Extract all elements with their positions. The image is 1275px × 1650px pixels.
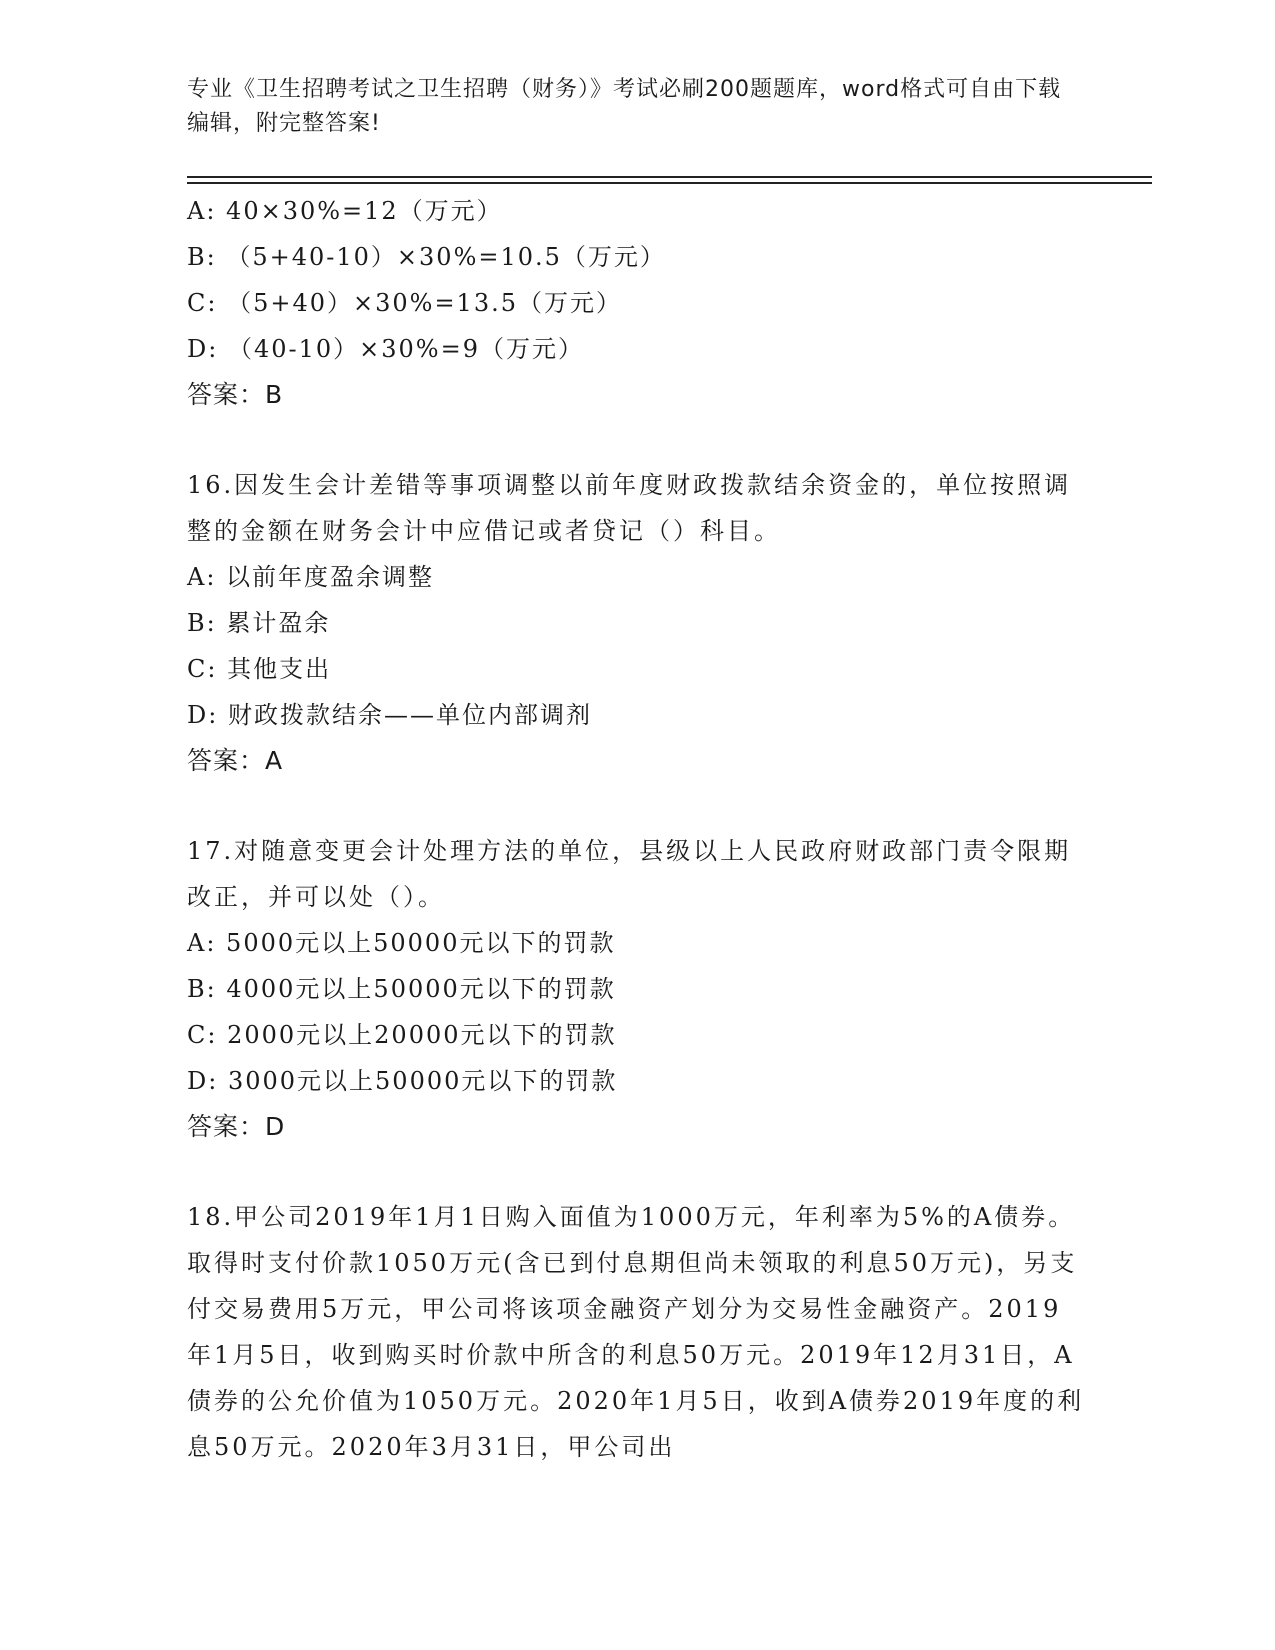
spacer: [187, 418, 1087, 462]
option-c: C: 其他支出: [187, 655, 332, 683]
answer-label: 答案：A: [187, 746, 284, 775]
option-b: B: 累计盈余: [187, 609, 331, 637]
option-d: D: 财政拨款结余——单位内部调剂: [187, 701, 592, 729]
option-c: C: 2000元以上20000元以下的罚款: [187, 1021, 617, 1049]
header-divider-top: [187, 176, 1152, 178]
option-a: A: 5000元以上50000元以下的罚款: [187, 929, 616, 957]
option-a: A: 以前年度盈余调整: [187, 563, 435, 591]
question-stem: 18.甲公司2019年1月1日购入面值为1000万元，年利率为5%的A债券。取得时支付价款1050万元(含已到付息期但尚未领取的利息50万元)，另支付交易费用5万元，甲公司将该项金融资产划分为交易性金融资产。2019年1月5日，收到购买时价款中所含的利息50万元。2019年12月31日，A债券的公允价值为1050万元。2020年1月5日，收到A债券2019年度的利息50万元。2020年3月31日，甲公司出: [187, 1203, 1085, 1461]
option-b: B: （5+40-10）×30%=10.5（万元）: [187, 243, 666, 271]
document-header: 专业《卫生招聘考试之卫生招聘（财务）》考试必刷200题题库，word格式可自由下载编辑，附完整答案!: [187, 77, 1062, 136]
option-d: D: 3000元以上50000元以下的罚款: [187, 1067, 618, 1095]
option-a: A: 40×30%=12（万元）: [187, 197, 503, 225]
answer-label: 答案：D: [187, 1112, 286, 1141]
spacer: [187, 1150, 1087, 1194]
question-stem: 16.因发生会计差错等事项调整以前年度财政拨款结余资金的，单位按照调整的金额在财务会计中应借记或者贷记（）科目。: [187, 471, 1072, 545]
question-stem: 17.对随意变更会计处理方法的单位，县级以上人民政府财政部门责令限期改正，并可以处（）。: [187, 837, 1072, 911]
header-divider-bottom: [187, 182, 1152, 184]
question-17: [187, 828, 1087, 1150]
question-15: [187, 188, 1087, 418]
answer-label: 答案：B: [187, 380, 284, 409]
option-d: D: （40-10）×30%=9（万元）: [187, 335, 584, 363]
option-c: C: （5+40）×30%=13.5（万元）: [187, 289, 622, 317]
option-b: B: 4000元以上50000元以下的罚款: [187, 975, 616, 1003]
question-16: [187, 462, 1087, 784]
question-18: [187, 1194, 1087, 1470]
question-list: [187, 188, 1087, 1470]
spacer: [187, 784, 1087, 828]
